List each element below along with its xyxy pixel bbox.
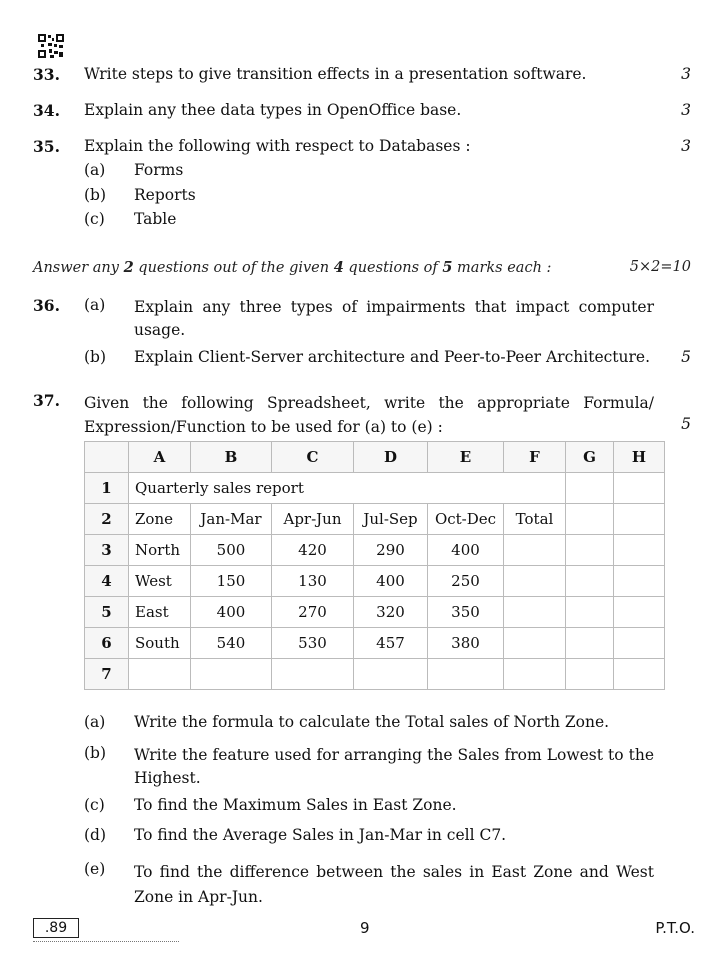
column-header: E [428, 442, 504, 473]
question-number: 33. [33, 65, 60, 84]
column-header: G [566, 442, 614, 473]
question-number: 35. [33, 137, 60, 156]
table-cell [566, 628, 614, 659]
sub-question-text: Forms [134, 161, 184, 179]
table-cell [129, 659, 191, 690]
table-cell: 500 [191, 535, 272, 566]
footer-divider [33, 941, 179, 942]
column-header: A [129, 442, 191, 473]
table-cell [614, 628, 665, 659]
question-marks: 3 [681, 65, 691, 83]
table-row [85, 504, 665, 535]
question-number: 34. [33, 101, 60, 120]
sub-question-text: Explain any three types of impairments that impact computer usage. [134, 298, 654, 339]
sub-question-label: (c) [84, 210, 105, 228]
question-marks: 3 [681, 137, 691, 155]
sub-question-text: Write the formula to calculate the Total sales of North Zone. [134, 713, 610, 731]
table-cell: South [129, 628, 191, 659]
table-cell: West [129, 566, 191, 597]
question-marks: 5 [681, 415, 691, 433]
row-number: 3 [85, 535, 129, 566]
table-cell [566, 504, 614, 535]
sub-question-label: (a) [84, 713, 106, 731]
question-number: 36. [33, 296, 60, 315]
table-cell: 400 [354, 566, 428, 597]
sub-question-label: (b) [84, 186, 107, 204]
section-instruction: Answer any 2 questions out of the given 4 questions of 5 marks each : [33, 259, 552, 276]
table-cell: 270 [272, 597, 354, 628]
sub-question-text: To find the Average Sales in Jan-Mar in cell C7. [134, 826, 507, 844]
spreadsheet-table [84, 441, 665, 690]
table-cell: 130 [272, 566, 354, 597]
row-number: 2 [85, 504, 129, 535]
sub-question-text: Explain Client-Server architecture and Peer-to-Peer Architecture. [134, 348, 651, 366]
table-row [85, 535, 665, 566]
table-cell: 320 [354, 597, 428, 628]
table-cell: 530 [272, 628, 354, 659]
row-number: 1 [85, 473, 129, 504]
table-cell: Total [504, 504, 566, 535]
table-cell: Oct-Dec [428, 504, 504, 535]
table-cell: East [129, 597, 191, 628]
table-cell: Zone [129, 504, 191, 535]
table-cell: 400 [191, 597, 272, 628]
row-number: 5 [85, 597, 129, 628]
question-number: 37. [33, 391, 60, 410]
table-cell: 150 [191, 566, 272, 597]
table-cell: North [129, 535, 191, 566]
table-row [85, 628, 665, 659]
table-cell [504, 566, 566, 597]
table-cell [566, 566, 614, 597]
section-marks: 5×2=10 [629, 259, 691, 275]
table-cell [566, 597, 614, 628]
sub-question-label: (c) [84, 796, 105, 814]
column-header: D [354, 442, 428, 473]
column-header: C [272, 442, 354, 473]
page-number: 9 [360, 919, 370, 937]
sub-question-text: Reports [134, 186, 196, 204]
table-row [85, 659, 665, 690]
table-cell: Apr-Jun [272, 504, 354, 535]
table-cell: 380 [428, 628, 504, 659]
sub-question-label: (e) [84, 860, 106, 878]
table-cell: 290 [354, 535, 428, 566]
table-row [85, 473, 665, 504]
table-cell [614, 597, 665, 628]
table-cell [614, 504, 665, 535]
table-cell: Jul-Sep [354, 504, 428, 535]
question-marks: 3 [681, 101, 691, 119]
qr-code-icon [38, 34, 64, 58]
sub-question-text: To find the difference between the sales in East Zone and West Zone in Apr-Jun. [134, 863, 654, 906]
table-cell [614, 535, 665, 566]
corner-cell [85, 442, 129, 473]
table-cell [504, 659, 566, 690]
table-cell: 457 [354, 628, 428, 659]
table-cell [566, 473, 614, 504]
column-header: B [191, 442, 272, 473]
table-cell: 540 [191, 628, 272, 659]
row-number: 4 [85, 566, 129, 597]
sub-question-text: To find the Maximum Sales in East Zone. [134, 796, 457, 814]
question-text: Write steps to give transition effects in a presentation software. [84, 65, 587, 83]
question-text: Explain any thee data types in OpenOffice base. [84, 101, 462, 119]
sub-question-text: Table [134, 210, 177, 228]
column-header: F [504, 442, 566, 473]
table-cell: 420 [272, 535, 354, 566]
table-cell [428, 659, 504, 690]
table-cell [191, 659, 272, 690]
question-text: Given the following Spreadsheet, write the appropriate Formula/ Expression/Function to be used for (a) to (e) : [84, 394, 654, 436]
table-cell [614, 566, 665, 597]
table-cell [272, 659, 354, 690]
column-header: H [614, 442, 665, 473]
table-cell: 350 [428, 597, 504, 628]
table-cell: 400 [428, 535, 504, 566]
sub-question-label: (a) [84, 161, 106, 179]
table-row [85, 566, 665, 597]
table-cell [504, 535, 566, 566]
table-cell [504, 628, 566, 659]
sub-question-label: (b) [84, 744, 107, 762]
sub-question-label: (a) [84, 296, 106, 314]
table-cell [354, 659, 428, 690]
table-cell [614, 473, 665, 504]
table-cell [504, 597, 566, 628]
row-number: 6 [85, 628, 129, 659]
table-cell: 250 [428, 566, 504, 597]
pto-label: P.T.O. [655, 919, 695, 937]
table-cell: Jan-Mar [191, 504, 272, 535]
question-marks: 5 [681, 348, 691, 366]
sub-question-text: Write the feature used for arranging the Sales from Lowest to the Highest. [134, 746, 654, 787]
paper-code-box: .89 [33, 918, 79, 938]
sub-question-label: (b) [84, 348, 107, 366]
table-row [85, 597, 665, 628]
row-number: 7 [85, 659, 129, 690]
table-cell [566, 535, 614, 566]
table-cell [614, 659, 665, 690]
column-header-row [85, 442, 665, 473]
sheet-title-cell: Quarterly sales report [129, 473, 566, 504]
sub-question-label: (d) [84, 826, 107, 844]
question-text: Explain the following with respect to Databases : [84, 137, 471, 155]
table-cell [566, 659, 614, 690]
